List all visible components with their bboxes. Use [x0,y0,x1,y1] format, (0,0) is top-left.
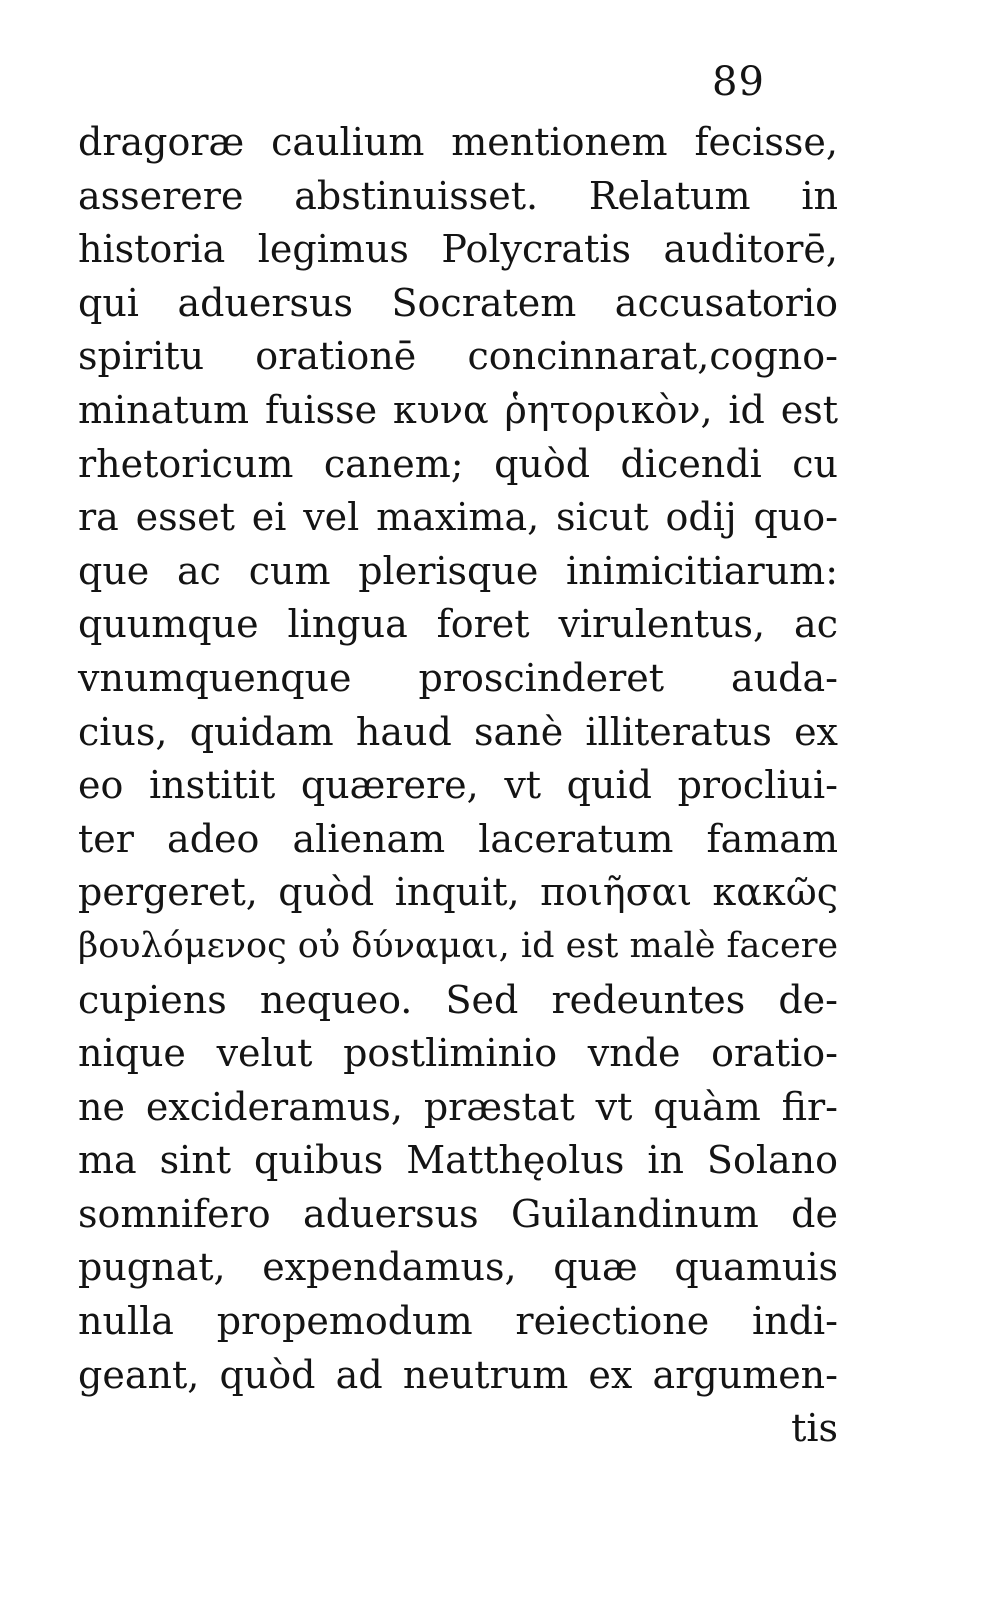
text-line: vnumquenque proscinderet auda- [78,655,838,700]
text-line: dragoræ caulium mentionem fecisse, [78,120,838,164]
text-line: pergeret, quòd inquit, ποιῆσαι κακῶς [78,870,838,915]
text-line: somnifero aduersus Guilandinum de [78,1191,838,1236]
catchword: tis [791,1406,838,1451]
text-block [78,116,838,1456]
text-line: quumque lingua foret virulentus, ac [78,602,838,647]
text-line: rhetoricum canem; quòd dicendi cu [78,441,838,486]
text-line: βουλόμενος οὐ δύναμαι, id est malè facere [78,925,839,966]
text-line: ter adeo alienam laceratum famam [78,816,838,861]
text-line: minatum fuisse κυνα ῥητορικὸν, id est [78,387,838,432]
text-line: que ac cum plerisque inimicitiarum: [78,548,838,593]
text-line: asserere abstinuisset. Relatum in [78,173,838,218]
text-line: nulla propemodum reiectione indi- [78,1299,838,1344]
text-line: cius, quidam haud sanè illiteratus ex [78,709,838,754]
text-line: ra esset ei vel maxima, sicut odij quo- [78,495,838,540]
text-line: ne excideramus, præstat vt quàm fir- [78,1084,838,1129]
page-number: 89 [712,59,765,105]
text-line: qui aduersus Socratem accusatorio [78,280,838,325]
text-line: nique velut postliminio vnde oratio- [78,1031,838,1076]
text-line: pugnat, expendamus, quæ quamuis [78,1245,838,1290]
text-line: geant, quòd ad neutrum ex argumen- [78,1352,838,1397]
text-line: cupiens nequeo. Sed redeuntes de- [78,977,838,1022]
text-line: historia legimus Polycratis auditorē, [78,227,838,272]
text-line: spiritu orationē concinnarat,cogno- [78,334,838,379]
text-line: ma sint quibus Matthęolus in Solano [78,1138,838,1183]
text-line: eo institit quærere, vt quid procliui- [78,763,838,808]
